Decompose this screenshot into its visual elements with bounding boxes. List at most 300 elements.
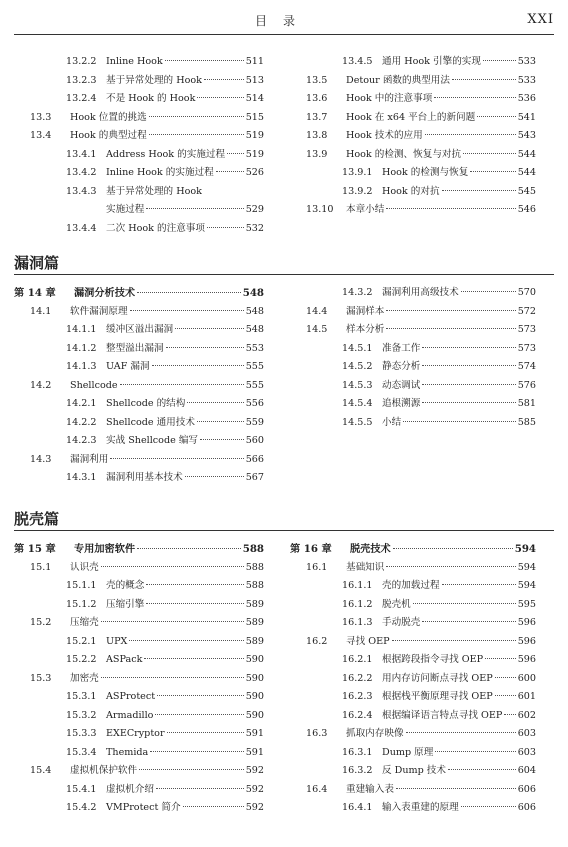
toc-leader-dots xyxy=(485,658,516,659)
toc-leader-dots xyxy=(137,292,241,293)
toc-entry xyxy=(14,633,264,652)
toc-leader-dots xyxy=(166,347,244,348)
toc-entry-title: Hook 的检测与恢复 xyxy=(382,167,469,178)
toc-entry-number: 16.3 xyxy=(306,728,328,739)
toc-leader-dots xyxy=(157,695,244,696)
toc-entry-title: 本章小结 xyxy=(346,204,385,215)
toc-entry-number: 13.8 xyxy=(306,130,328,141)
toc-leader-dots xyxy=(396,788,516,789)
toc-leader-dots xyxy=(149,134,244,135)
toc-entry xyxy=(14,707,264,726)
toc-entry-number: 16.2 xyxy=(306,635,328,647)
toc-entry xyxy=(14,146,264,165)
toc-entry-number: 第 14 章 xyxy=(14,287,56,299)
toc-entry-number: 15.2.2 xyxy=(66,654,97,665)
toc-entry-number: 13.4.3 xyxy=(66,185,97,197)
toc-entry-title: Inline Hook 的实施过程 xyxy=(106,167,214,178)
toc-entry-title: 漏洞分析技术 xyxy=(74,287,136,299)
toc-entry xyxy=(14,469,264,488)
toc-entry-page: 589 xyxy=(245,617,264,628)
toc-entry-page: 566 xyxy=(245,453,264,465)
toc-entry xyxy=(14,72,264,91)
toc-entry-page: 588 xyxy=(245,580,264,591)
toc-entry-page: 544 xyxy=(517,167,536,178)
toc-leader-dots xyxy=(470,171,515,172)
toc-entry xyxy=(14,451,264,470)
toc-entry xyxy=(290,146,536,165)
toc-leader-dots xyxy=(156,788,244,789)
toc-leader-dots xyxy=(495,677,516,678)
toc-entry-number: 14.4 xyxy=(306,305,328,317)
toc-leader-dots xyxy=(483,60,516,61)
toc-entry-title: 根据跨段指令寻找 OEP xyxy=(382,654,484,665)
toc-leader-dots xyxy=(183,806,244,807)
toc-entry-page: 603 xyxy=(517,746,536,758)
toc-entry xyxy=(14,201,264,220)
toc-entry-title: 样本分析 xyxy=(346,324,385,335)
toc-entry xyxy=(14,744,264,763)
toc-leader-dots xyxy=(452,79,516,80)
toc-entry-page: 533 xyxy=(517,56,536,67)
toc-entry-page: 519 xyxy=(245,130,264,141)
toc-entry-number: 14.2 xyxy=(30,379,52,391)
toc-leader-dots xyxy=(386,328,515,329)
part-rule xyxy=(14,530,554,531)
toc-entry xyxy=(290,707,536,726)
toc-leader-dots xyxy=(139,769,244,770)
toc-leader-dots xyxy=(204,79,244,80)
toc-entry-number: 13.3 xyxy=(30,111,52,123)
toc-entry-title: 脱壳技术 xyxy=(350,543,391,555)
toc-chapter-entry xyxy=(14,284,264,303)
toc-entry xyxy=(290,744,536,763)
toc-entry-number: 13.6 xyxy=(306,93,328,104)
toc-entry-title: 虚拟机保护软件 xyxy=(70,765,138,776)
toc-entry-title: Shellcode 通用技术 xyxy=(106,416,195,428)
toc-entry xyxy=(290,72,536,91)
toc-leader-dots xyxy=(130,310,244,311)
toc-entry-title: 实战 Shellcode 编写 xyxy=(106,435,199,446)
toc-entry-number: 16.1.2 xyxy=(342,598,373,610)
toc-entry-title: Shellcode 的结构 xyxy=(106,398,186,409)
toc-entry-title: UPX xyxy=(106,635,128,647)
toc-entry xyxy=(290,377,536,396)
toc-entry xyxy=(14,596,264,615)
toc-entry-page: 591 xyxy=(245,728,264,739)
toc-entry xyxy=(290,633,536,652)
toc-entry xyxy=(290,53,536,72)
toc-entry xyxy=(14,127,264,146)
toc-leader-dots xyxy=(110,458,243,459)
toc-entry-title: Hook 的典型过程 xyxy=(70,130,147,141)
toc-entry-title: 用内存访问断点寻找 OEP xyxy=(382,672,493,684)
toc-entry xyxy=(290,303,536,322)
toc-entry xyxy=(290,340,536,359)
toc-entry-title: 输入表重建的原理 xyxy=(382,802,459,813)
toc-entry-number: 13.2.4 xyxy=(66,93,97,104)
toc-entry-title: 漏洞利用基本技术 xyxy=(106,472,183,483)
toc-entry-number: 16.1 xyxy=(306,561,328,573)
toc-entry-title: Hook 在 x64 平台上的新问题 xyxy=(346,111,476,123)
toc-entry-title: 通用 Hook 引擎的实现 xyxy=(382,56,481,67)
toc-entry-number: 16.1.1 xyxy=(342,580,373,591)
toc-entry-number: 16.2.1 xyxy=(342,654,373,665)
toc-entry-page: 576 xyxy=(517,379,536,391)
toc-entry xyxy=(14,164,264,183)
toc-entry-page: 548 xyxy=(242,287,264,299)
toc-entry-number: 16.2.2 xyxy=(342,672,373,684)
toc-entry-title: 漏洞利用 xyxy=(70,453,109,465)
toc-entry-title: Hook 技术的应用 xyxy=(346,130,423,141)
toc-leader-dots xyxy=(155,714,243,715)
toc-entry-number: 16.4.1 xyxy=(342,802,373,813)
toc-leader-dots xyxy=(101,566,244,567)
toc-entry-number: 14.5 xyxy=(306,324,328,335)
toc-leader-dots xyxy=(442,190,516,191)
toc-entry-page: 592 xyxy=(245,765,264,776)
toc-entry-number: 13.9.2 xyxy=(342,185,373,197)
toc-entry-page: 533 xyxy=(517,74,536,86)
toc-leader-dots xyxy=(477,116,515,117)
toc-column-right-3 xyxy=(290,540,536,818)
toc-entry-page: 513 xyxy=(245,74,264,86)
toc-entry-title: 准备工作 xyxy=(382,342,421,354)
toc-entry-title: 实施过程 xyxy=(106,204,145,215)
toc-entry-page: 515 xyxy=(245,111,264,123)
toc-entry-page: 532 xyxy=(245,222,264,234)
toc-entry xyxy=(290,725,536,744)
toc-entry-page: 603 xyxy=(517,728,536,739)
toc-entry xyxy=(14,614,264,633)
toc-leader-dots xyxy=(216,171,244,172)
toc-leader-dots xyxy=(386,208,515,209)
toc-entry-number: 15.3.4 xyxy=(66,746,97,758)
toc-entry-page: 570 xyxy=(517,287,536,298)
toc-entry-page: 594 xyxy=(517,580,536,591)
toc-entry xyxy=(14,725,264,744)
toc-leader-dots xyxy=(197,97,243,98)
toc-entry xyxy=(14,303,264,322)
toc-leader-dots xyxy=(197,421,244,422)
toc-leader-dots xyxy=(137,548,241,549)
toc-entry xyxy=(14,220,264,239)
toc-entry-page: 548 xyxy=(245,305,264,317)
toc-entry xyxy=(290,164,536,183)
toc-entry-page: 519 xyxy=(245,148,264,160)
toc-entry-page: 590 xyxy=(245,691,264,702)
toc-entry xyxy=(14,432,264,451)
toc-entry xyxy=(290,577,536,596)
toc-entry xyxy=(14,688,264,707)
toc-entry xyxy=(14,377,264,396)
toc-entry xyxy=(14,53,264,72)
toc-entry-page: 606 xyxy=(517,783,536,795)
toc-entry-title: 壳的加载过程 xyxy=(382,580,440,591)
toc-entry-title: 手动脱壳 xyxy=(382,617,421,628)
toc-entry xyxy=(290,614,536,633)
toc-entry-title: 基于异常处理的 Hook xyxy=(106,74,202,86)
toc-entry-number: 15.1.2 xyxy=(66,598,97,610)
toc-entry-number: 15.4.1 xyxy=(66,783,97,795)
toc-entry-number: 14.2.3 xyxy=(66,435,97,446)
toc-leader-dots xyxy=(422,365,515,366)
toc-entry-number: 13.4.2 xyxy=(66,167,97,178)
toc-entry xyxy=(290,596,536,615)
toc-entry xyxy=(14,577,264,596)
toc-leader-dots xyxy=(146,603,243,604)
toc-entry xyxy=(290,284,536,303)
toc-entry-title: 静态分析 xyxy=(382,361,421,372)
toc-entry-page: 601 xyxy=(517,691,536,702)
toc-entry-page: 555 xyxy=(245,361,264,372)
toc-leader-dots xyxy=(434,97,515,98)
toc-entry-page: 556 xyxy=(245,398,264,409)
part-title-vulnerability: 漏洞篇 xyxy=(14,254,60,272)
toc-entry-number: 13.4.4 xyxy=(66,222,97,234)
toc-leader-dots xyxy=(185,476,244,477)
toc-leader-dots xyxy=(463,153,516,154)
toc-entry-number: 14.5.2 xyxy=(342,361,373,372)
part-rule xyxy=(14,274,554,275)
toc-entry xyxy=(290,90,536,109)
toc-leader-dots xyxy=(422,621,515,622)
toc-entry-number: 13.5 xyxy=(306,74,328,86)
toc-entry xyxy=(14,321,264,340)
toc-entry xyxy=(290,688,536,707)
toc-entry-page: 544 xyxy=(517,148,536,160)
toc-entry-title: Hook 中的注意事项 xyxy=(346,93,433,104)
part-title-unpacking: 脱壳篇 xyxy=(14,510,60,528)
toc-entry-number: 14.1 xyxy=(30,305,52,317)
toc-leader-dots xyxy=(386,566,515,567)
toc-entry-page: 560 xyxy=(245,435,264,446)
toc-entry-title: UAF 漏洞 xyxy=(106,361,150,372)
toc-leader-dots xyxy=(150,751,243,752)
toc-entry-number: 第 16 章 xyxy=(290,543,332,555)
toc-entry-page: 596 xyxy=(517,635,536,647)
toc-entry-title: Hook 位置的挑选 xyxy=(70,111,147,123)
toc-entry xyxy=(290,183,536,202)
toc-leader-dots xyxy=(504,714,515,715)
toc-entry-number: 14.5.5 xyxy=(342,416,373,428)
toc-entry-number: 13.10 xyxy=(306,204,334,215)
toc-leader-dots xyxy=(146,208,243,209)
toc-entry-number: 14.5.4 xyxy=(342,398,373,409)
toc-entry xyxy=(14,799,264,818)
toc-entry-title: 虚拟机介绍 xyxy=(106,783,154,795)
toc-leader-dots xyxy=(144,658,243,659)
toc-entry-page: 573 xyxy=(517,324,536,335)
toc-entry-title: 基础知识 xyxy=(346,561,385,573)
toc-entry-number: 13.9.1 xyxy=(342,167,373,178)
toc-entry xyxy=(14,395,264,414)
toc-entry-title: Inline Hook xyxy=(106,56,163,67)
page-header xyxy=(0,8,568,34)
toc-entry-page: 585 xyxy=(517,416,536,428)
toc-leader-dots xyxy=(461,806,516,807)
toc-entry-number: 16.3.2 xyxy=(342,765,373,776)
toc-entry-page: 602 xyxy=(517,709,536,721)
toc-entry-page: 514 xyxy=(245,93,264,104)
toc-leader-dots xyxy=(422,402,515,403)
toc-entry xyxy=(290,670,536,689)
toc-entry-page: 588 xyxy=(242,543,264,555)
toc-entry xyxy=(14,340,264,359)
toc-leader-dots xyxy=(448,769,516,770)
toc-column-left-2 xyxy=(14,284,264,488)
toc-entry xyxy=(290,358,536,377)
toc-entry-number: 15.4 xyxy=(30,765,52,776)
toc-entry-page: 546 xyxy=(517,204,536,215)
toc-entry-page: 572 xyxy=(517,305,536,317)
toc-entry xyxy=(290,127,536,146)
toc-entry-number: 16.2.3 xyxy=(342,691,373,702)
toc-leader-dots xyxy=(435,751,515,752)
toc-entry xyxy=(290,559,536,578)
toc-entry-title: 压缩引擎 xyxy=(106,598,145,610)
toc-entry-number: 13.4 xyxy=(30,130,52,141)
toc-leader-dots xyxy=(461,291,516,292)
toc-chapter-entry xyxy=(14,540,264,559)
toc-entry-title: 壳的概念 xyxy=(106,580,145,591)
toc-entry-page: 548 xyxy=(245,324,264,335)
toc-entry-title: 认识壳 xyxy=(70,561,99,573)
toc-entry-title: 加密壳 xyxy=(70,672,99,684)
toc-entry-page: 590 xyxy=(245,654,264,665)
toc-entry xyxy=(14,358,264,377)
toc-entry-page: 590 xyxy=(245,672,264,684)
toc-entry-title: 缓冲区溢出漏洞 xyxy=(106,324,174,335)
toc-entry xyxy=(290,799,536,818)
toc-entry-number: 14.5.1 xyxy=(342,342,373,354)
toc-entry xyxy=(14,109,264,128)
toc-entry-title: Address Hook 的实施过程 xyxy=(106,148,226,160)
toc-leader-dots xyxy=(422,384,515,385)
toc-leader-dots xyxy=(175,328,244,329)
toc-entry-number: 15.2.1 xyxy=(66,635,97,647)
toc-entry-number: 15.4.2 xyxy=(66,802,97,813)
toc-entry-page: 589 xyxy=(245,635,264,647)
toc-entry-title: 脱壳机 xyxy=(382,598,411,610)
toc-entry xyxy=(290,781,536,800)
toc-entry-page: 596 xyxy=(517,654,536,665)
toc-entry-title: ASProtect xyxy=(106,691,156,702)
toc-entry-number: 14.5.3 xyxy=(342,379,373,391)
toc-leader-dots xyxy=(393,548,513,549)
toc-chapter-entry xyxy=(290,540,536,559)
toc-entry xyxy=(290,109,536,128)
toc-entry-page: 591 xyxy=(245,746,264,758)
toc-entry-page: 588 xyxy=(245,561,264,573)
toc-entry-page: 604 xyxy=(517,765,536,776)
toc-entry-number: 16.2.4 xyxy=(342,709,373,721)
toc-entry-number: 13.2.3 xyxy=(66,74,97,86)
toc-entry xyxy=(290,395,536,414)
toc-entry-number: 14.3 xyxy=(30,453,52,465)
toc-leader-dots xyxy=(101,677,244,678)
toc-entry-number: 14.1.1 xyxy=(66,324,97,335)
toc-entry-page: 545 xyxy=(517,185,536,197)
toc-entry-title: 重建输入表 xyxy=(346,783,394,795)
toc-entry xyxy=(290,201,536,220)
toc-entry xyxy=(14,559,264,578)
header-rule xyxy=(14,34,554,35)
toc-entry-number: 15.1.1 xyxy=(66,580,97,591)
toc-entry-number: 16.4 xyxy=(306,783,328,795)
toc-entry-number: 13.4.1 xyxy=(66,148,97,160)
toc-column-right-2 xyxy=(290,284,536,432)
toc-entry-title: 根据栈平衡原理寻找 OEP xyxy=(382,691,493,702)
toc-leader-dots xyxy=(101,621,244,622)
toc-entry-page: 555 xyxy=(245,379,264,391)
toc-entry-page: 573 xyxy=(517,342,536,354)
toc-leader-dots xyxy=(422,347,515,348)
toc-entry-page: 606 xyxy=(517,802,536,813)
toc-entry-title: 漏洞利用高级技术 xyxy=(382,287,459,298)
toc-entry-number: 13.7 xyxy=(306,111,328,123)
toc-entry-number: 15.3 xyxy=(30,672,52,684)
toc-column-left-1 xyxy=(14,53,264,238)
toc-leader-dots xyxy=(129,640,243,641)
toc-entry xyxy=(14,762,264,781)
toc-entry xyxy=(14,781,264,800)
toc-column-left-3 xyxy=(14,540,264,818)
toc-entry-title: 专用加密软件 xyxy=(74,543,136,555)
toc-entry-title: 动态调试 xyxy=(382,379,421,391)
toc-entry-title: Dump 原理 xyxy=(382,746,434,758)
toc-entry-number: 13.4.5 xyxy=(342,56,373,67)
toc-leader-dots xyxy=(149,116,244,117)
toc-entry-title: 基于异常处理的 Hook xyxy=(106,185,202,197)
toc-entry-page: 541 xyxy=(517,111,536,123)
toc-entry-number: 第 15 章 xyxy=(14,543,56,555)
toc-entry-page: 589 xyxy=(245,598,264,610)
toc-entry-title: 小结 xyxy=(382,416,402,428)
toc-leader-dots xyxy=(392,640,516,641)
header-page-number: XXI xyxy=(527,12,554,27)
toc-entry-number: 14.2.2 xyxy=(66,416,97,428)
toc-entry xyxy=(290,762,536,781)
toc-entry xyxy=(290,321,536,340)
toc-entry-title: 根据编译语言特点寻找 OEP xyxy=(382,709,503,721)
toc-entry-number: 14.2.1 xyxy=(66,398,97,409)
toc-entry-title: 抓取内存映像 xyxy=(346,728,404,739)
toc-entry-title: Shellcode xyxy=(70,379,118,391)
toc-leader-dots xyxy=(406,732,516,733)
toc-entry xyxy=(14,670,264,689)
toc-entry-title: 寻找 OEP xyxy=(346,635,390,647)
toc-entry xyxy=(14,414,264,433)
toc-entry-title: VMProtect 简介 xyxy=(106,802,181,813)
toc-entry-page: 595 xyxy=(517,598,536,610)
toc-entry-page: 567 xyxy=(245,472,264,483)
toc-leader-dots xyxy=(227,153,244,154)
toc-entry-page: 559 xyxy=(245,416,264,428)
toc-entry-page: 511 xyxy=(245,56,264,67)
toc-entry xyxy=(14,183,264,202)
toc-entry-number: 14.3.2 xyxy=(342,287,373,298)
toc-entry xyxy=(14,651,264,670)
toc-entry-page: 526 xyxy=(245,167,264,178)
toc-entry-number: 15.3.1 xyxy=(66,691,97,702)
toc-entry-page: 529 xyxy=(245,204,264,215)
toc-entry-number: 15.1 xyxy=(30,561,52,573)
toc-entry-title: 软件漏洞原理 xyxy=(70,305,128,317)
toc-leader-dots xyxy=(386,310,515,311)
toc-entry-number: 15.2 xyxy=(30,617,52,628)
toc-entry-title: Themida xyxy=(106,746,149,758)
toc-leader-dots xyxy=(167,732,244,733)
